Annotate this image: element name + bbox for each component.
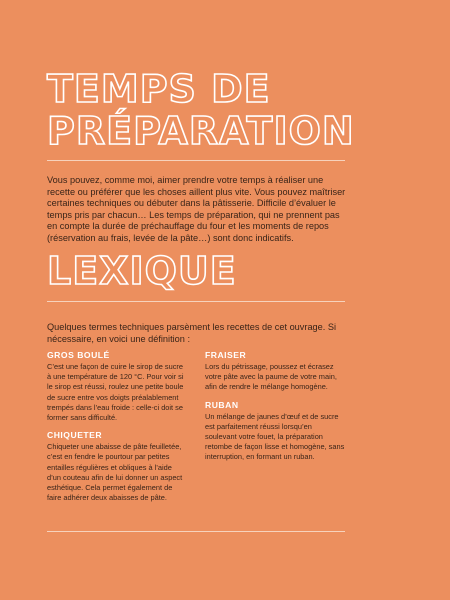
glossary-term: RUBAN: [205, 399, 239, 410]
glossary-column-right: [205, 350, 345, 470]
glossary-definition: Un mélange de jaunes d’œuf et de sucre est parfaitement réussi lorsqu’en soulevant votre fouet, la préparation retombe de façon lisse et homogène, sans interruption, en formant un ruban.: [205, 411, 345, 462]
glossary-definition: Chiqueter une abaisse de pâte feuilletée, c’est en fendre le pourtour par petites entailles régulières et obliques à l’aide d’un couteau afin de lui donner un aspect esthétique. Cela permet également de faire adhérer deux abaisses de pâte.: [47, 442, 183, 503]
heading-line: LEXIQUE: [47, 249, 237, 293]
heading-line: TEMPS DE: [47, 67, 271, 111]
glossary-column-left: [47, 350, 187, 510]
glossary-term: FRAISER: [205, 350, 247, 360]
divider: [47, 160, 345, 161]
lexicon-intro-paragraph: Quelques termes techniques parsèment les recettes de cet ouvrage. Si nécessaire, en voici une définition :: [47, 322, 337, 344]
glossary-definition: C’est une façon de cuire le sirop de sucre à une température de 120 °C. Pour voir si le sirop est réussi, roulez une petite boule de sucre entre vos doigts préalablement trempés dans l’eau froide : celle-ci doit se former sans difficulté.: [47, 362, 184, 423]
glossary-term: CHIQUETER: [47, 430, 103, 441]
glossary-term: GROS BOULÉ: [47, 350, 110, 360]
section-heading-lexicon: [47, 250, 237, 292]
glossary-entry: [47, 350, 187, 423]
divider: [47, 301, 345, 302]
heading-line: PRÉPARATION: [47, 109, 355, 153]
section-heading-preparation-time: [47, 68, 355, 152]
glossary-entry: [205, 350, 345, 393]
preparation-time-paragraph: Vous pouvez, comme moi, aimer prendre votre temps à réaliser une recette ou préférer que les choses aillent plus vite. Vous pouvez maîtriser certaines techniques ou débuter dans la pâtisserie. Difficile d’évaluer le temps pris par chacun… Les temps de préparation, qui ne prennent pas en compte la durée de préchauffage du four et les moments de repos (réservation au frais, levée de la pâte…) sont donc indicatifs.: [47, 175, 346, 243]
glossary-definition: Lors du pétrissage, poussez et écrasez votre pâte avec la paume de votre main, afin de rendre le mélange homogène.: [205, 362, 337, 392]
divider: [47, 531, 345, 532]
glossary-entry: [47, 430, 187, 503]
glossary-entry: [205, 400, 345, 463]
